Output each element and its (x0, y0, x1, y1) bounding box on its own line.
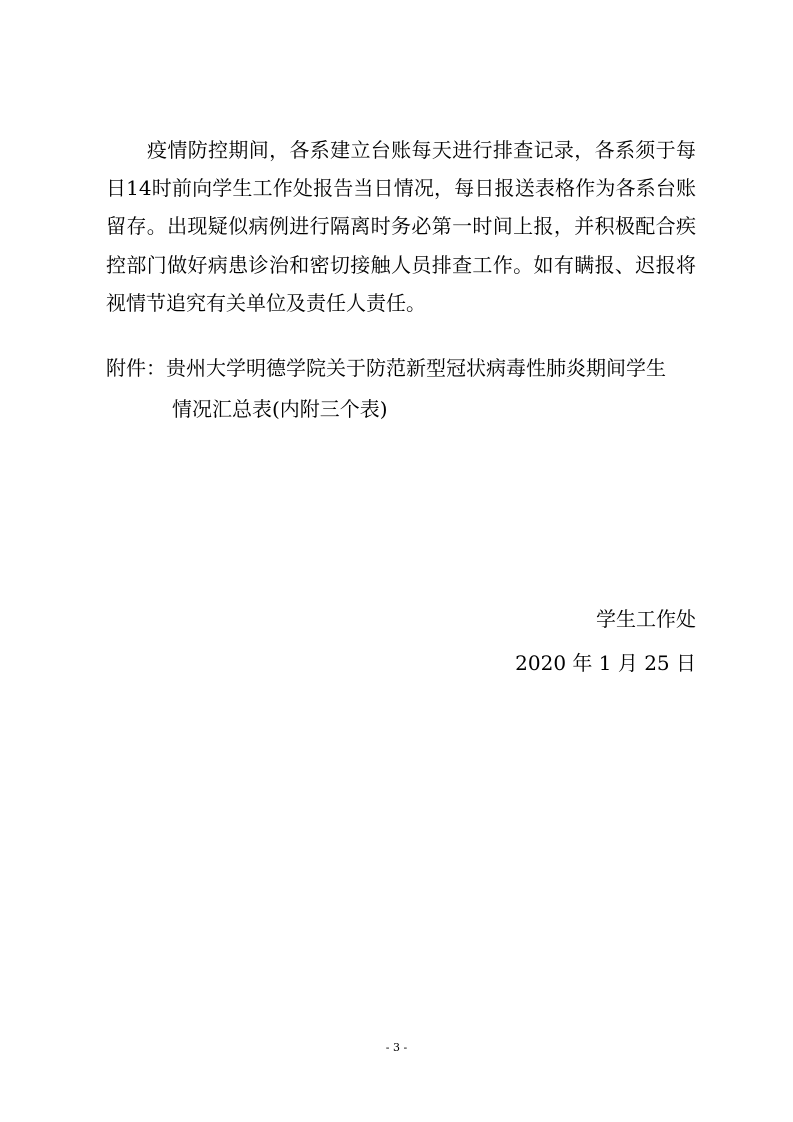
page-number: - 3 - (385, 1041, 408, 1054)
body-paragraph: 疫情防控期间，各系建立台账每天进行排查记录，各系须于每日14时前向学生工作处报告当日情况，每日报送表格作为各系台账留存。出现疑似病例进行隔离时务必第一时间上报，并积极配合疾控部门做好病患诊治和密切接触人员排查工作。如有瞒报、迟报将视情节追究有关单位及责任人责任。 (106, 138, 696, 315)
signature-organization: 学生工作处 (596, 607, 696, 631)
attachment-line-1: 附件：贵州大学明德学院关于防范新型冠状病毒性肺炎期间学生 (106, 356, 666, 380)
signature-date: 2020 年 1 月 25 日 (515, 651, 696, 675)
attachment-line-2: 情况汇总表(内附三个表) (172, 397, 388, 421)
